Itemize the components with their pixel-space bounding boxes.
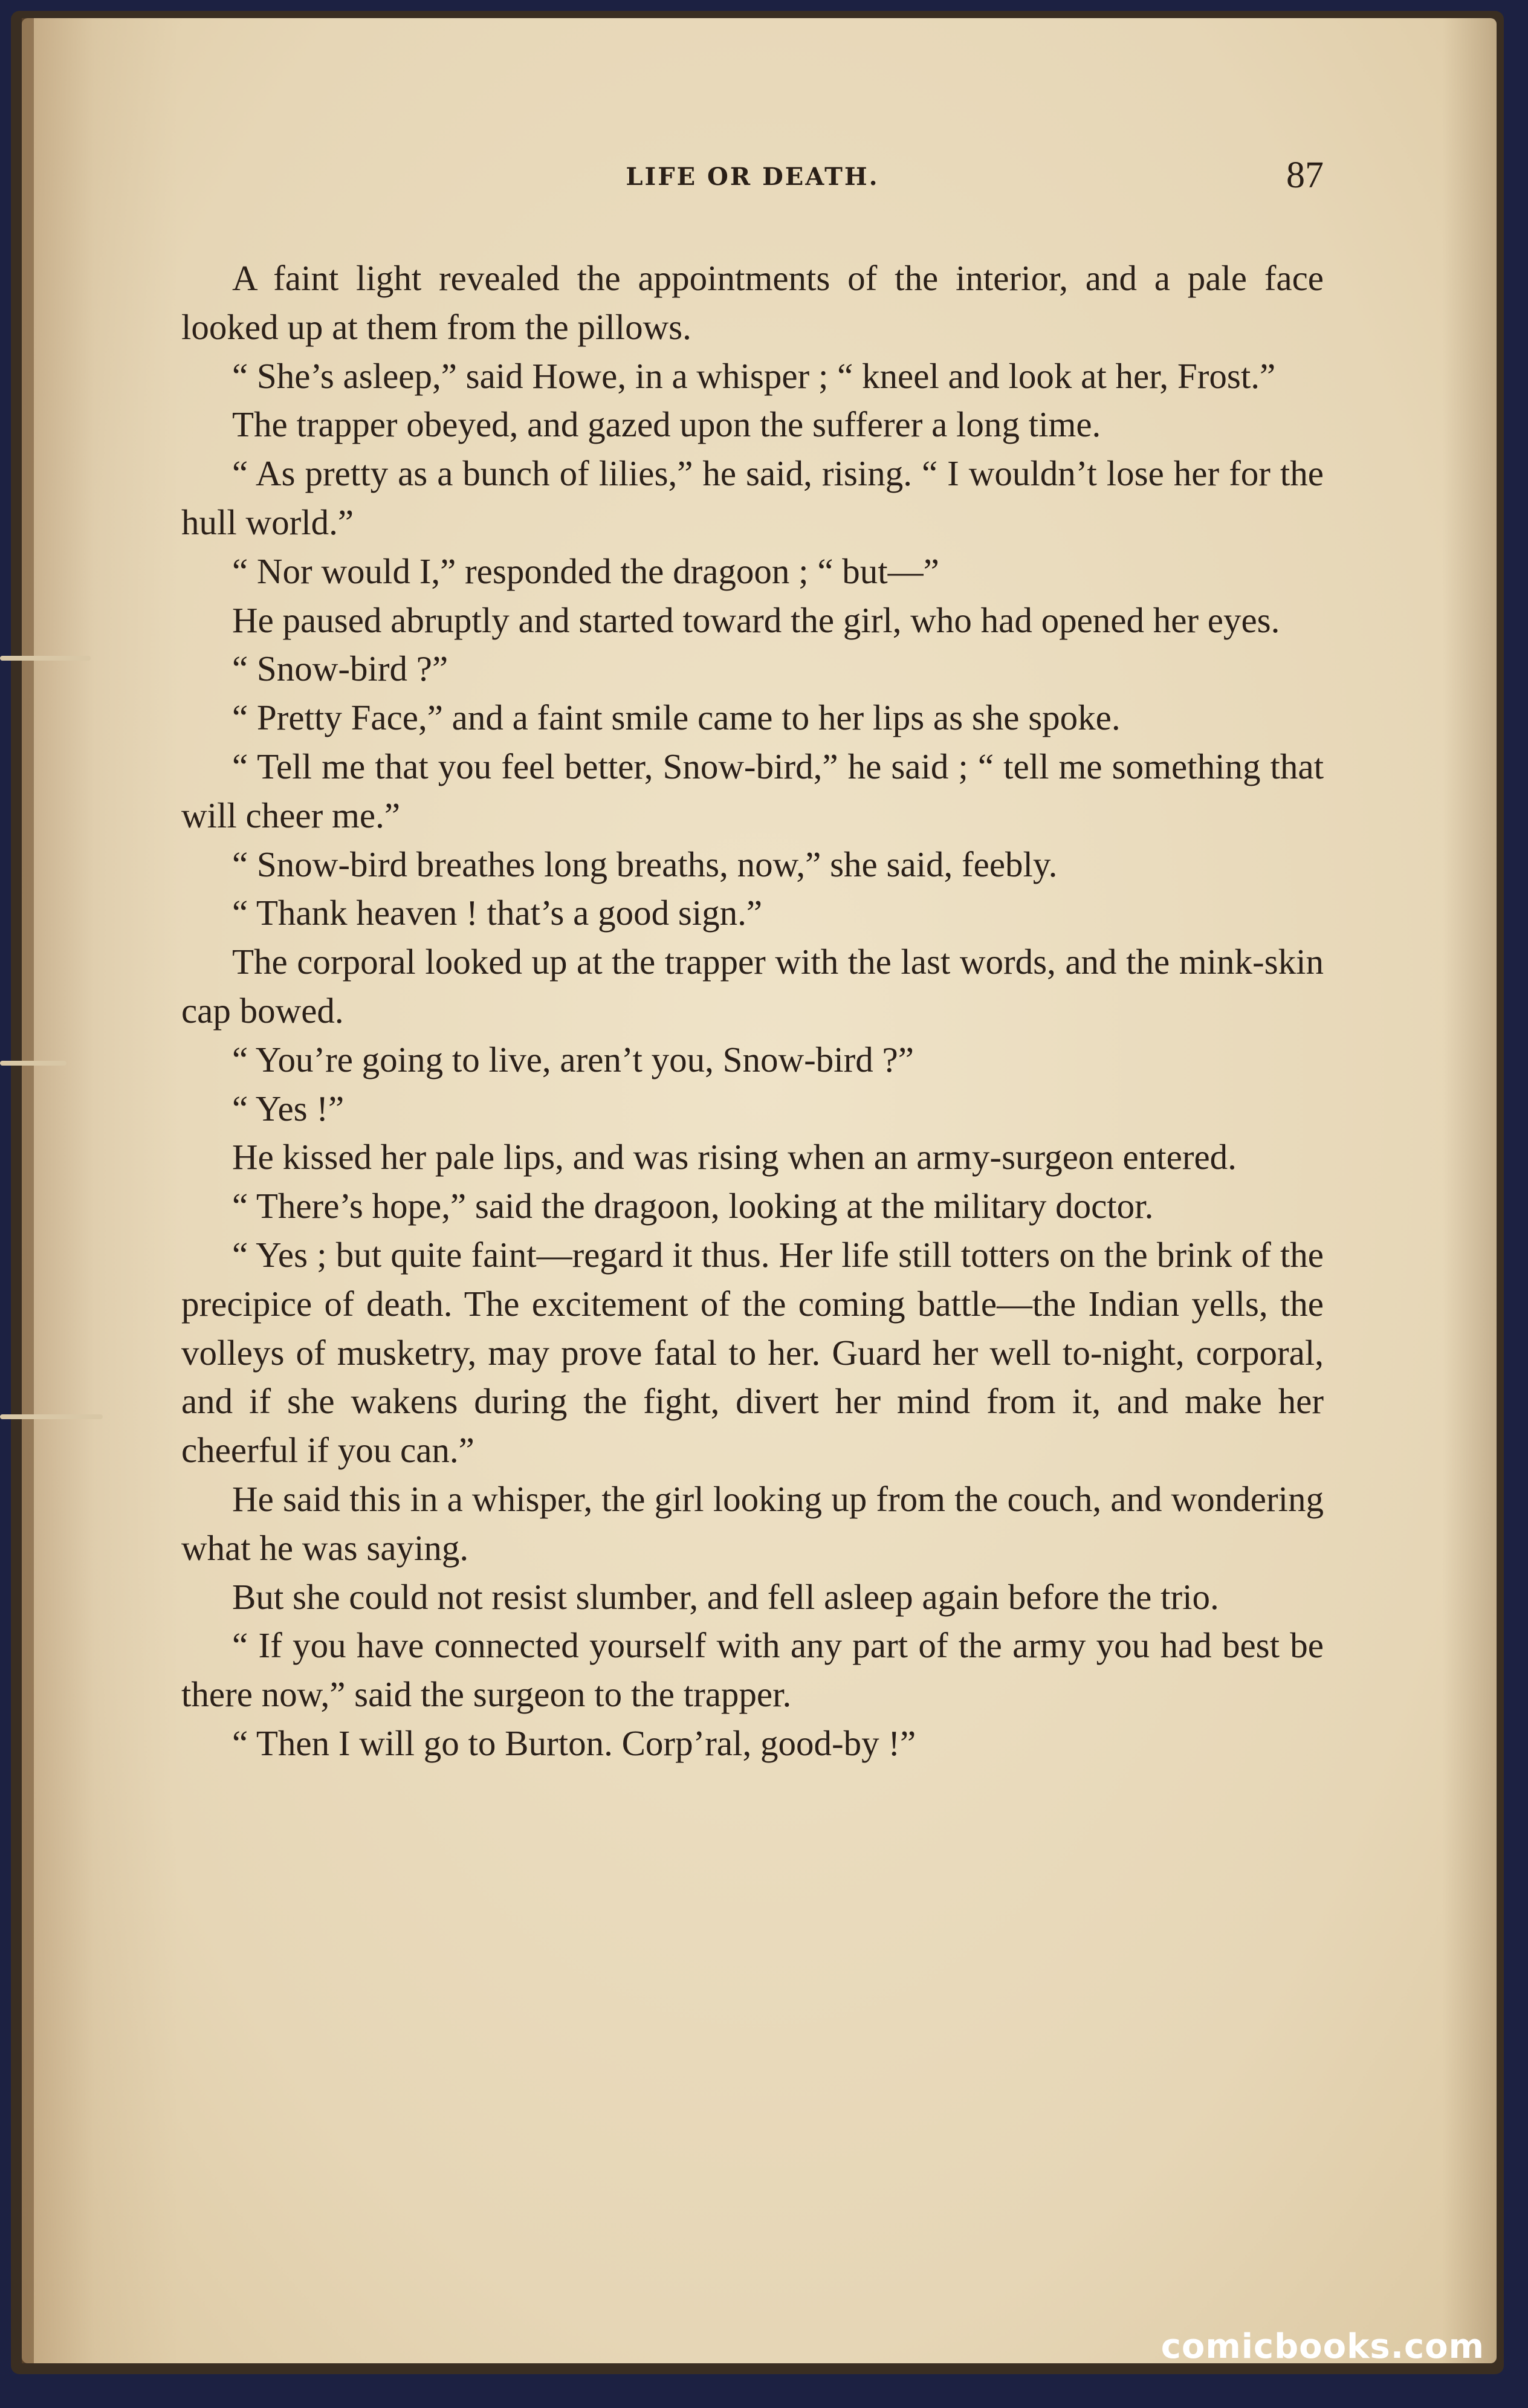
paragraph: He said this in a whisper, the girl looking up from the couch, and wondering what he was saying. (181, 1478, 1324, 1568)
binding-thread (0, 656, 91, 661)
paragraph: “ Then I will go to Burton. Corp’ral, good-by !” (232, 1723, 916, 1763)
site-watermark: comicbooks.com (1161, 2327, 1484, 2366)
paragraph: But she could not resist slumber, and fell asleep again before the trio. (232, 1576, 1219, 1617)
paragraph: “ Snow-bird ?” (232, 649, 448, 689)
binding-thread (0, 1061, 66, 1066)
paragraph: “ Nor would I,” responded the dragoon ; “ but—” (232, 551, 939, 591)
paragraph: “ Snow-bird breathes long breaths, now,” she said, feebly. (232, 844, 1058, 884)
running-head (181, 154, 1324, 202)
paragraph: “ There’s hope,” said the dragoon, looking at the military doctor. (232, 1186, 1154, 1226)
paragraph: “ She’s asleep,” said Howe, in a whisper ; “ kneel and look at her, Frost.” (232, 355, 1276, 396)
paragraph: He paused abruptly and started toward the girl, who had opened her eyes. (232, 600, 1280, 640)
paragraph: “ If you have connected yourself with any part of the army you had best be there now,” said the surgeon to the trapper. (181, 1625, 1324, 1715)
paragraph: “ Yes !” (232, 1088, 345, 1128)
binding-thread (0, 1414, 103, 1419)
body-text (181, 254, 1324, 1768)
paragraph: “ Yes ; but quite faint—regard it thus. Her life still totters on the brink of the precipice of death. The excitement of the coming battle—the Indian yells, the volleys of musketry, may prove fatal to her. Guard her well to-night, corporal, and if she wakens during the fight, divert her mind from it, and make her cheerful if you can.” (181, 1234, 1324, 1471)
paragraph: The trapper obeyed, and gazed upon the sufferer a long time. (232, 404, 1101, 445)
paragraph: “ You’re going to live, aren’t you, Snow-bird ?” (232, 1039, 914, 1079)
paragraph: The corporal looked up at the trapper with the last words, and the mink-skin cap bowed. (181, 942, 1324, 1031)
paragraph: “ As pretty as a bunch of lilies,” he said, rising. “ I wouldn’t lose her for the hull world.” (181, 453, 1324, 542)
paragraph: “ Tell me that you feel better, Snow-bird,” he said ; “ tell me something that will cheer me.” (181, 746, 1324, 835)
paragraph: He kissed her pale lips, and was rising when an army-surgeon entered. (232, 1137, 1237, 1177)
chapter-title: LIFE OR DEATH. (626, 163, 879, 191)
page-number: 87 (1286, 155, 1324, 196)
paragraph: “ Thank heaven ! that’s a good sign.” (232, 893, 763, 933)
paragraph: A faint light revealed the appointments of the interior, and a pale face looked up at them from the pillows. (181, 258, 1324, 347)
binding-gutter (22, 18, 34, 2363)
paragraph: “ Pretty Face,” and a faint smile came to her lips as she spoke. (232, 697, 1121, 738)
